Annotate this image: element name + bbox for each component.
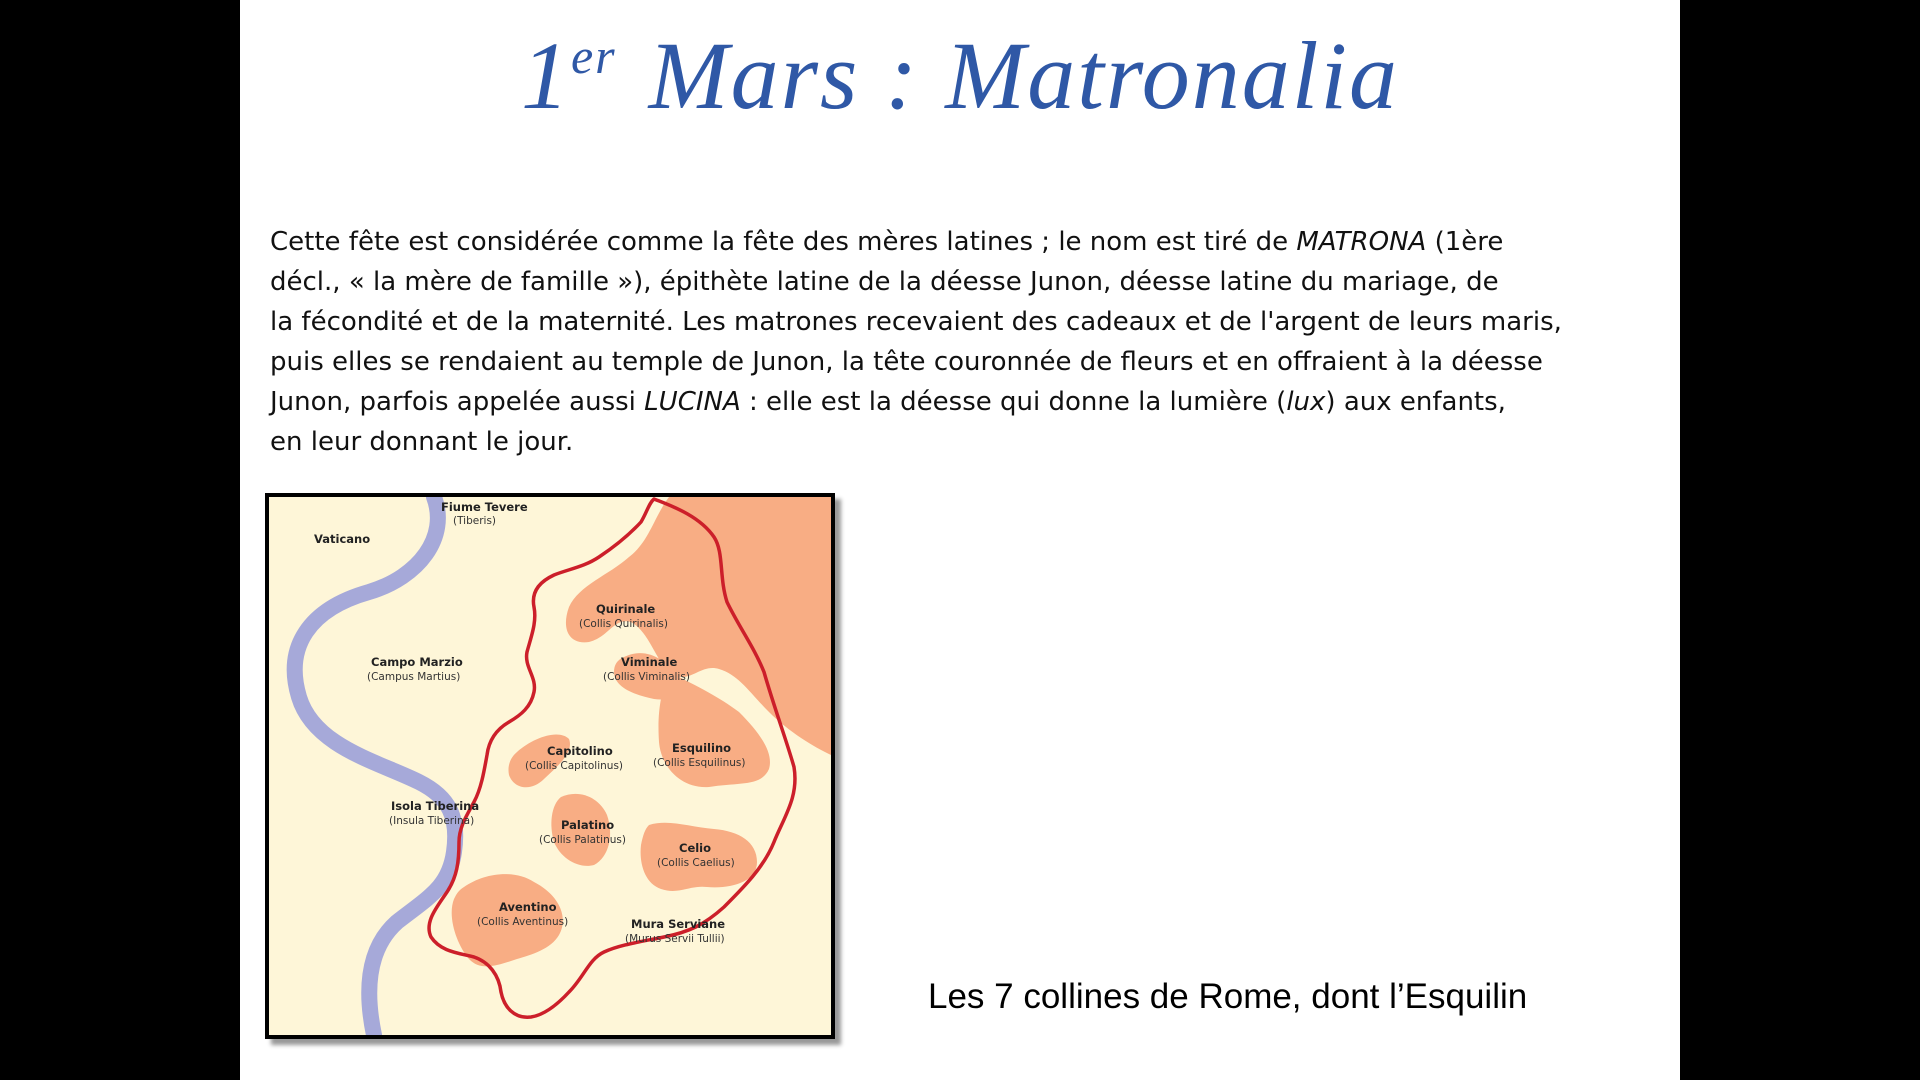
rome-hills-map [265,493,835,1039]
svg-text:(Collis Viminalis): (Collis Viminalis) [603,671,690,683]
title-superscript: er [570,28,617,84]
title-number: 1 [520,22,571,129]
svg-text:Campo Marzio: Campo Marzio [371,655,463,669]
title-text: Mars : Matronalia [648,22,1400,129]
body-line-6: en leur donnant le jour. [270,427,574,457]
svg-text:Viminale: Viminale [621,655,678,669]
map-label-vaticano [314,532,370,546]
body-line-1: Cette fête est considérée comme la fête des mères latines ; le nom est tiré de MATRONA (1ère [270,227,1504,257]
svg-text:(Tiberis): (Tiberis) [453,515,497,527]
svg-text:Mura Serviane: Mura Serviane [631,917,726,931]
svg-text:Aventino: Aventino [499,900,557,914]
svg-text:(Collis Palatinus): (Collis Palatinus) [539,834,626,846]
svg-text:(Collis Aventinus): (Collis Aventinus) [477,916,569,928]
slide-title [240,18,1680,133]
body-line-5: Junon, parfois appelée aussi LUCINA : elle est la déesse qui donne la lumière (lux) aux enfants, [270,387,1506,417]
svg-text:Fiume Tevere: Fiume Tevere [441,500,528,514]
svg-text:Esquilino: Esquilino [672,741,732,755]
map-caption: Les 7 collines de Rome, dont l’Esquilin [928,977,1528,1016]
svg-text:Quirinale: Quirinale [596,602,656,616]
slide [240,0,1680,1080]
map-svg [269,497,831,1035]
svg-text:Palatino: Palatino [561,818,615,832]
svg-text:(Campus Martius): (Campus Martius) [367,671,461,683]
body-line-3: la fécondité et de la maternité. Les matrones recevaient des cadeaux et de l'argent de leurs maris, [270,307,1562,337]
svg-text:Capitolino: Capitolino [547,744,613,758]
body-line-4: puis elles se rendaient au temple de Junon, la tête couronnée de fleurs et en offraient à la déesse [270,347,1543,377]
body-line-2: décl., « la mère de famille »), épithète latine de la déesse Junon, déesse latine du mariage, de [270,267,1499,297]
svg-text:(Collis Esquilinus): (Collis Esquilinus) [653,757,746,769]
svg-text:Vaticano: Vaticano [314,532,371,546]
svg-text:(Collis Quirinalis): (Collis Quirinalis) [579,618,668,630]
svg-text:(Murus Servii Tullii): (Murus Servii Tullii) [625,933,725,945]
body-paragraph [270,222,1630,462]
svg-text:(Collis Capitolinus): (Collis Capitolinus) [525,760,624,772]
svg-text:Celio: Celio [679,841,712,855]
svg-text:Isola Tiberina: Isola Tiberina [391,799,480,813]
svg-text:(Insula Tiberina): (Insula Tiberina) [389,815,475,827]
svg-text:(Collis Caelius): (Collis Caelius) [657,857,735,869]
